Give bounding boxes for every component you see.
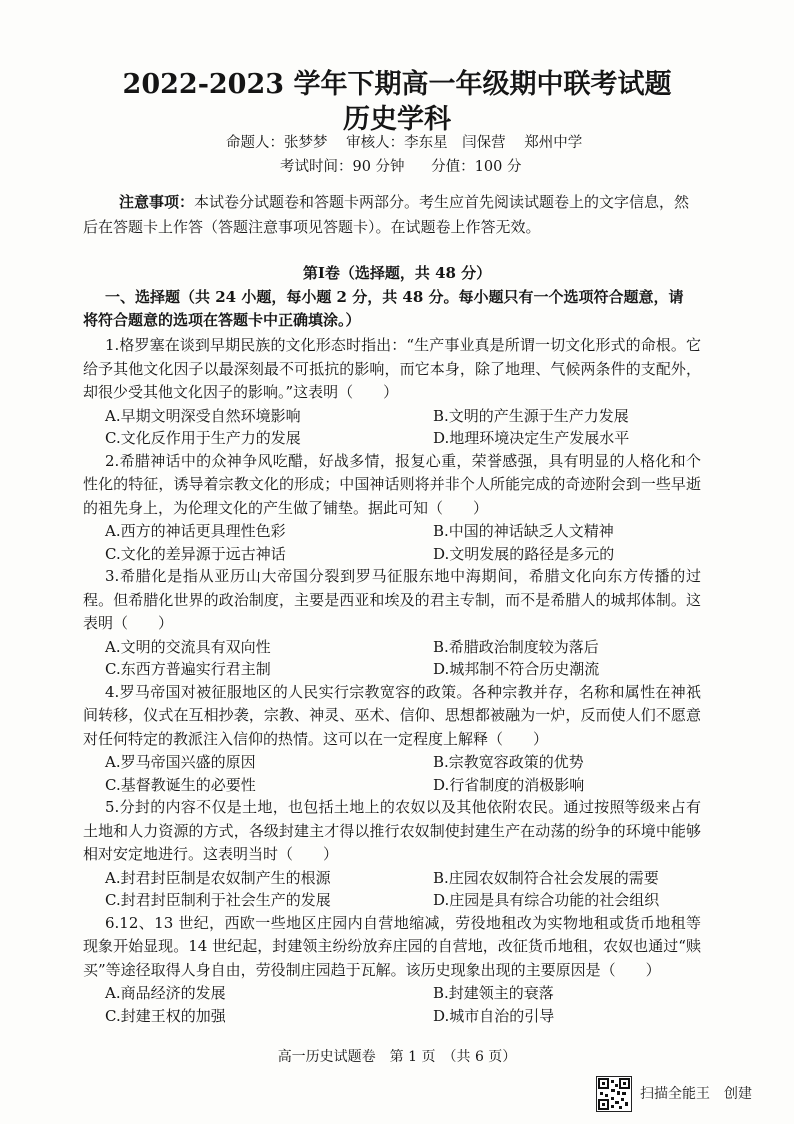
option: B.宗教宽容政策的优势 — [433, 753, 584, 771]
option: C.文化的差异源于远古神话 — [105, 544, 286, 563]
option: D.文明发展的路径是多元的 — [433, 544, 615, 563]
option: D.城市自治的引导 — [433, 1006, 555, 1025]
notice-label: 注意事项： — [119, 193, 195, 211]
option: A.西方的神话更具理性色彩 — [105, 522, 286, 540]
question-options — [83, 636, 701, 681]
question — [83, 681, 701, 797]
subject-title: 历史学科 — [343, 104, 451, 135]
part-title: 第Ⅰ卷（选择题，共 48 分） — [302, 264, 492, 282]
question-options — [83, 520, 701, 565]
page-footer: 高一历史试题卷 第 1 页 （共 6 页） — [277, 1049, 517, 1065]
question-options — [83, 867, 701, 912]
option: A.早期文明深受自然环境影响 — [105, 406, 301, 425]
reviewers: 审核人：李东星 闫保营 — [346, 135, 506, 151]
question-list — [83, 334, 701, 1027]
section-instructions — [83, 286, 697, 332]
option: C.封君封臣制利于社会生产的发展 — [105, 891, 331, 909]
school: 郑州中学 — [524, 135, 583, 151]
option: B.庄园农奴制符合社会发展的需要 — [433, 868, 659, 887]
option: D.庄园是具有综合功能的社会组织 — [433, 891, 660, 909]
exam-score: 分值：100 分 — [431, 159, 522, 175]
notice — [83, 190, 697, 240]
option: C.封建王权的加强 — [105, 1006, 226, 1025]
question — [83, 796, 701, 912]
option: A.罗马帝国兴盛的原因 — [105, 753, 256, 771]
option: A.文明的交流具有双向性 — [105, 637, 271, 656]
question — [83, 912, 701, 1028]
exam-title: 2022-2023 学年下期高一年级期中联考试题 — [122, 69, 672, 100]
scanner-watermark: 扫描全能王 创建 — [640, 1086, 752, 1102]
option: B.文明的产生源于生产力发展 — [433, 406, 629, 425]
option: A.商品经济的发展 — [105, 984, 226, 1002]
option: C.东西方普遍实行君主制 — [105, 660, 271, 678]
question-options — [83, 405, 701, 450]
exam-info — [280, 155, 543, 176]
qr-code-icon — [596, 1076, 632, 1112]
question-stem: 1.格罗塞在谈到早期民族的文化形态时指出：“生产事业真是所谓一切文化形式的命根。它给予其他文化因子以最深刻最不可抵抗的影响，而它本身，除了地理、气候两条件的支配外，却很少受其他文化因子的影响。”这表明（ ） — [83, 336, 701, 401]
question — [83, 334, 701, 450]
question-stem: 6.12、13 世纪，西欧一些地区庄园内自营地缩减，劳役地租改为实物地租或货币地租等现象开始显现。14 世纪起，封建领主纷纷放弃庄园的自营地，改征货币地租，农奴也通过“赎买”等途径取得人身自由，劳役制庄园趋于瓦解。该历史现象出现的主要原因是（ ） — [83, 913, 701, 979]
option: B.希腊政治制度较为落后 — [433, 637, 599, 656]
question-stem: 4.罗马帝国对被征服地区的人民实行宗教宽容的政策。各种宗教并存，名称和属性在神祇间转移，仪式在互相抄袭，宗教、神灵、巫术、信仰、思想都被融为一炉，反而使人们不愿意对任何特定的教派注入信仰的热情。这可以在一定程度上解释（ ） — [83, 682, 701, 748]
question-stem: 5.分封的内容不仅是土地，也包括土地上的农奴以及其他依附农民。通过按照等级来占有土地和人力资源的方式，各级封建主才得以推行农奴制使封建生产在动荡的纷争的环境中能够相对安定地进行。这表明当时（ ） — [83, 798, 701, 863]
author-line — [226, 131, 596, 152]
question-options — [83, 982, 701, 1027]
question — [83, 450, 701, 566]
option: D.地理环境决定生产发展水平 — [433, 429, 630, 447]
option: D.行省制度的消极影响 — [433, 775, 585, 794]
section-text: 一、选择题（共 24 小题，每小题 2 分，共 48 分。每小题只有一个选项符合题意，请将符合题意的选项在答题卡中正确填涂。） — [83, 288, 684, 329]
option: B.中国的神话缺乏人文精神 — [433, 522, 614, 540]
question — [83, 565, 701, 681]
option: A.封君封臣制是农奴制产生的根源 — [105, 868, 331, 887]
option: D.城邦制不符合历史潮流 — [433, 660, 600, 678]
notice-text: 本试卷分试题卷和答题卡两部分。考生应首先阅读试题卷上的文字信息，然后在答题卡上作答（答题注意事项见答题卡）。在试题卷上作答无效。 — [83, 193, 690, 236]
option: C.文化反作用于生产力的发展 — [105, 429, 301, 447]
exam-time: 考试时间：90 分钟 — [280, 159, 405, 175]
option: C.基督教诞生的必要性 — [105, 775, 256, 794]
question-stem: 2.希腊神话中的众神争风吃醋，好战多情，报复心重，荣誉感强，具有明显的人格化和个性化的特征，诱导着宗教文化的形成；中国神话则将并非个人所能完成的奇迹附会到一些早逝的祖先身上，为伦理文化的产生做了铺垫。据此可知（ ） — [83, 451, 701, 517]
question-stem: 3.希腊化是指从亚历山大帝国分裂到罗马征服东地中海期间，希腊文化向东方传播的过程。但希腊化世界的政治制度，主要是西亚和埃及的君主专制，而不是希腊人的城邦体制。这表明（ ） — [83, 567, 701, 632]
question-options — [83, 751, 701, 796]
option: B.封建领主的衰落 — [433, 984, 554, 1002]
setter: 命题人：张梦梦 — [226, 135, 328, 151]
